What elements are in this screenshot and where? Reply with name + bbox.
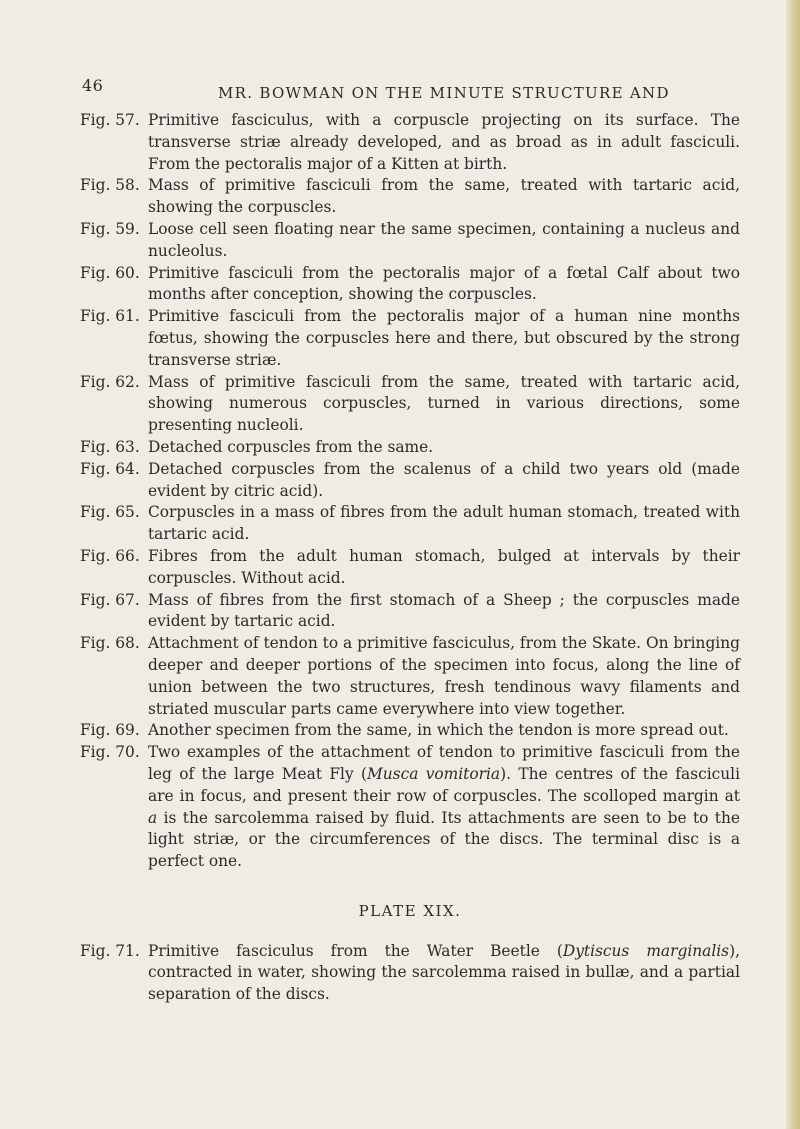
figure-text: Primitive fasciculi from the pectoralis major of a fœtal Calf about two months after conception, showing the corpuscles.	[148, 263, 740, 304]
figure-label: Fig. 64.	[80, 459, 140, 478]
figure-label: Fig. 62.	[80, 372, 140, 391]
species-name: Musca vomitoria	[367, 764, 501, 783]
figure-label: Fig. 63.	[80, 437, 140, 456]
figure-letter: a	[148, 808, 158, 827]
figure-text: Mass of fibres from the first stomach of a Sheep ; the corpuscles made evident by tartaric acid.	[148, 590, 740, 631]
figure-text-part: ). The centres of the fasciculi are in focus, and present their row of corpuscles. The scolloped margin at	[148, 764, 740, 805]
figure-caption	[80, 459, 740, 503]
figure-label: Fig. 69.	[80, 721, 140, 740]
figure-text-part: Primitive fasciculus from the Water Beetle (	[148, 941, 563, 960]
figure-text: Fibres from the adult human stomach, bulged at intervals by their corpuscles. Without acid.	[148, 546, 740, 587]
figure-text-part: is the sarcolemma raised by fluid. Its attachments are seen to be to the light striæ, or the circumferences of the discs. The terminal disc is a perfect one.	[148, 808, 740, 871]
figure-text: Primitive fasciculi from the pectoralis major of a human nine months fœtus, showing the corpuscles here and there, but obscured by the strong transverse striæ.	[148, 307, 740, 369]
plate-heading: PLATE XIX.	[358, 901, 462, 920]
figure-caption	[80, 437, 740, 459]
figure-label: Fig. 61.	[80, 307, 140, 326]
figure-text: Detached corpuscles from the scalenus of a child two years old (made evident by citric acid).	[148, 459, 740, 500]
figure-caption	[80, 306, 740, 371]
figure-caption	[80, 720, 740, 742]
figure-text: Loose cell seen floating near the same specimen, containing a nucleus and nucleolus.	[148, 219, 740, 260]
figure-label: Fig. 60.	[80, 263, 140, 282]
figure-caption	[80, 502, 740, 546]
figure-text: Primitive fasciculus, with a corpuscle projecting on its surface. The transverse striæ already developed, and as broad as in adult fasciculi. From the pectoralis major of a Kitten at birth.	[148, 111, 740, 173]
figure-caption	[80, 546, 740, 590]
species-name: Dytiscus marginalis	[562, 941, 730, 960]
figure-caption	[80, 372, 740, 437]
figure-text	[148, 941, 740, 1006]
figure-label: Fig. 58.	[80, 176, 140, 195]
figure-text: Mass of primitive fasciculi from the same, treated with tartaric acid, showing numerous corpuscles, turned in various directions, some presenting nucleoli.	[148, 372, 740, 435]
figure-label: Fig. 65.	[80, 503, 140, 522]
figure-captions	[80, 110, 740, 1006]
figure-label: Fig. 59.	[80, 219, 140, 238]
figure-caption	[80, 219, 740, 263]
figure-label: Fig. 57.	[80, 111, 140, 129]
figure-text: Mass of primitive fasciculi from the same, treated with tartaric acid, showing the corpuscles.	[148, 176, 740, 217]
figure-label: Fig. 71.	[80, 941, 140, 960]
figure-text: Corpuscles in a mass of fibres from the adult human stomach, treated with tartaric acid.	[148, 503, 740, 544]
figure-list	[80, 110, 740, 742]
running-head: MR. BOWMAN ON THE MINUTE STRUCTURE AND	[218, 84, 670, 102]
figure-caption	[80, 590, 740, 634]
figure-label: Fig. 70.	[80, 743, 140, 762]
figure-caption	[80, 633, 740, 720]
figure-label: Fig. 67.	[80, 590, 140, 609]
figure-text	[148, 742, 740, 873]
figure-caption	[80, 175, 740, 219]
figure-caption	[80, 742, 740, 873]
figure-caption	[80, 941, 740, 1006]
figure-text-part: Two examples of the attachment of tendon to primitive fasciculi from the leg of the large Meat Fly (	[148, 743, 740, 783]
figure-text: Detached corpuscles from the same.	[148, 437, 434, 456]
figure-text: Another specimen from the same, in which the tendon is more spread out.	[148, 721, 729, 740]
page-number: 46	[82, 76, 104, 95]
figure-caption	[80, 263, 740, 307]
figure-text: Attachment of tendon to a primitive fasciculus, from the Skate. On bringing deeper and deeper portions of the specimen into focus, along the line of union between the two structures, fresh tendinous wavy filaments and striated muscular parts came everywhere into view together.	[148, 634, 740, 718]
figure-text-part: ), contracted in water, showing the sarcolemma raised in bullæ, and a partial separation of the discs.	[148, 941, 740, 1004]
page-edge-shadow	[786, 0, 800, 1129]
figure-label: Fig. 68.	[80, 634, 140, 653]
figure-caption	[80, 110, 740, 175]
figure-label: Fig. 66.	[80, 546, 140, 565]
